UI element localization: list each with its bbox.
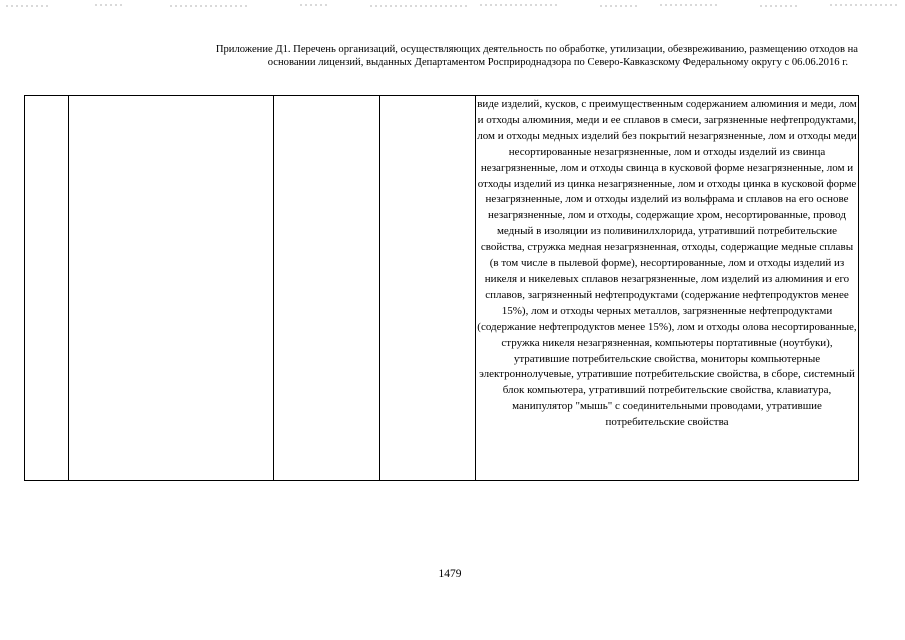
header-title-line-1: Приложение Д1. Перечень организаций, осуществляющих деятельность по обработке, утилизации, обезвреживанию, размещению отходов на [215,44,858,55]
table-cell-number [25,96,69,481]
table-row [25,96,859,481]
page-number: 1479 [438,568,462,580]
table-cell-waste-types [476,96,859,481]
scan-artifact-marks [0,0,905,14]
table-cell-organization [69,96,274,481]
organizations-table [24,95,859,481]
header-title-line-2: основании лицензий, выданных Департаментом Росприроднадзора по Северо-Кавказскому Федеральному округу с 06.06.2016 г. [267,57,848,68]
document-header [30,43,878,69]
table-cell-column-3 [274,96,380,481]
table-cell-column-4 [380,96,476,481]
waste-types-text: виде изделий, кусков, с преимущественным содержанием алюминия и меди, лом и отходы алюминия, меди и ее сплавов в смеси, загрязненные нефтепродуктами, лом и отходы медных изделий без покрытий незагрязненные, лом и отходы меди несортированные незагрязненные, лом и отходы изделий из свинца незагрязненные, лом и отходы свинца в кусковой форме незагрязненные, лом и отходы изделий из цинка незагрязненные, лом и отходы цинка в кусковой форме незагрязненные, лом и отходы изделий из вольфрама и сплавов на его основе незагрязненные, лом и отходы, содержащие хром, несортированные, провод медный в изоляции из поливинилхлорида, утративший потребительские свойства, стружка медная незагрязненная, отходы, содержащие медные сплавы (в том числе в пылевой форме), несортированные, лом и отходы изделий из никеля и никелевых сплавов незагрязненные, лом изделий из алюминия и его сплавов, загрязненный нефтепродуктами (содержание нефтепродуктов менее 15%), лом и отходы черных металлов, загрязненные нефтепродуктами (содержание нефтепродуктов менее 15%), лом и отходы олова несортированные, стружка никеля незагрязненная, компьютеры портативные (ноутбуки), утратившие потребительские свойства, мониторы компьютерные электроннолучевые, утратившие потребительские свойства, в сборе, системный блок компьютера, утративший потребительские свойства, клавиатура, манипулятор "мышь" с соединительными проводами, утратившие потребительские свойства [477,98,857,429]
